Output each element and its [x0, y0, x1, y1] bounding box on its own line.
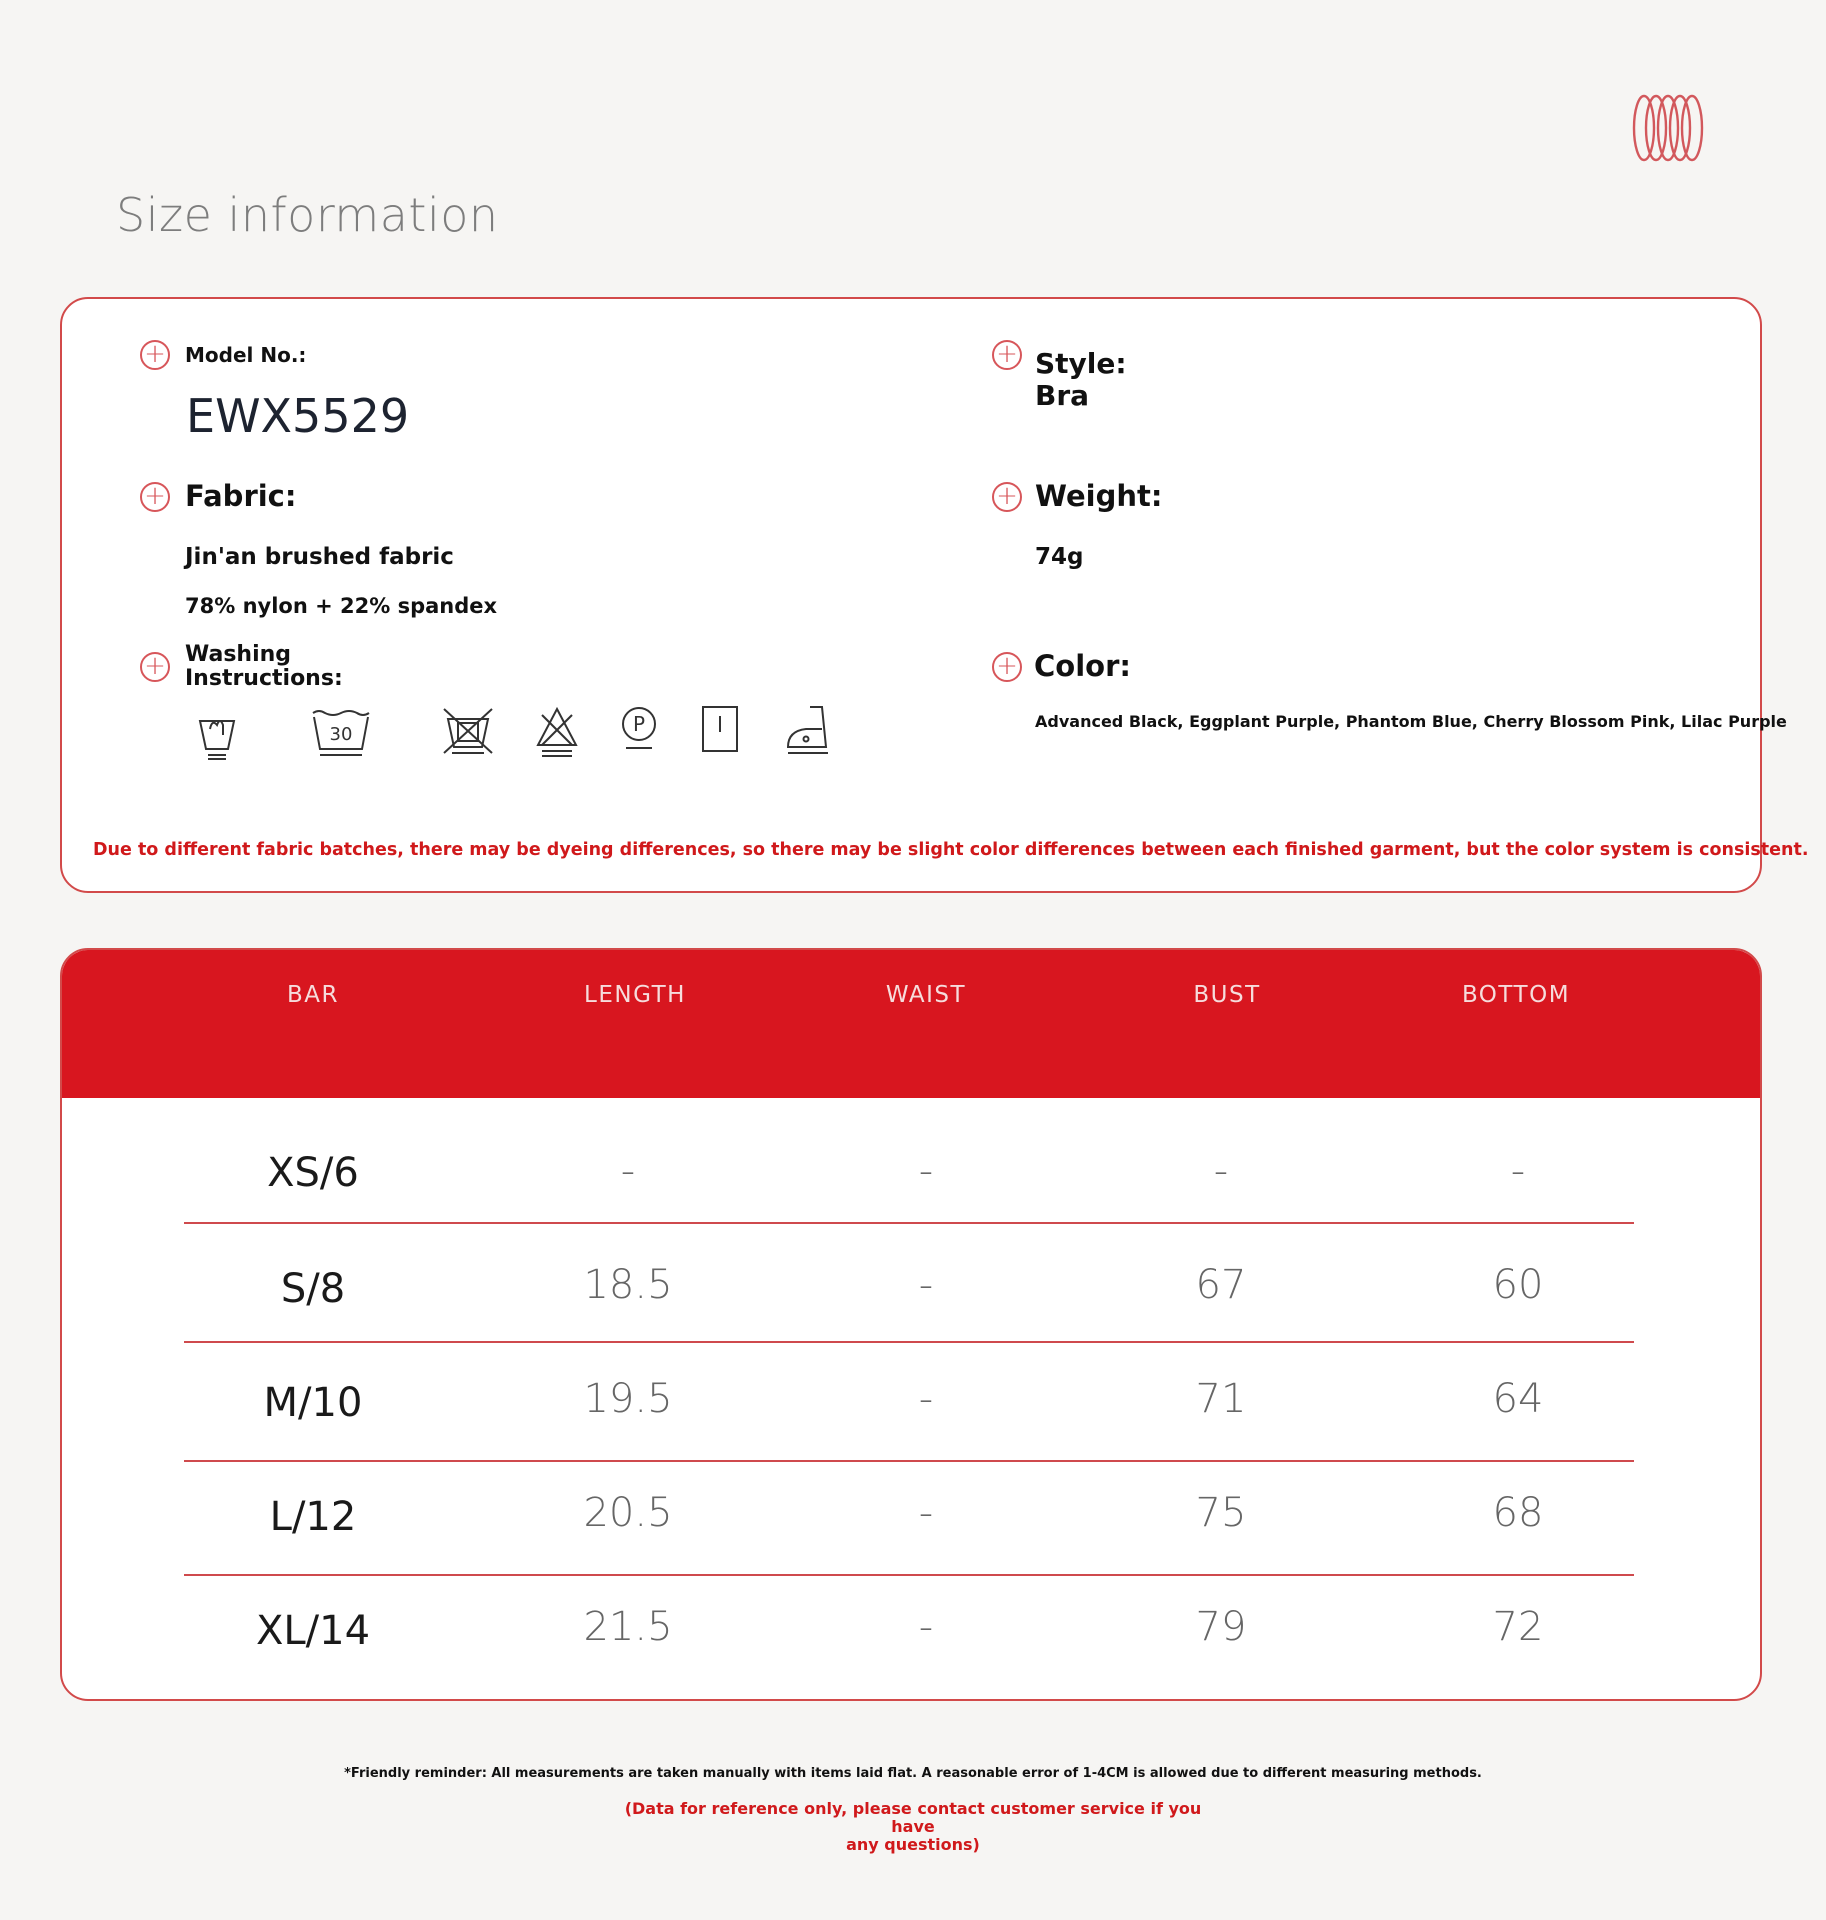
table-cell: 60 [1492, 1262, 1544, 1308]
table-header [62, 950, 1762, 1098]
header-bottom: BOTTOM [1461, 982, 1571, 1008]
product-info-card [60, 297, 1809, 893]
washing-label-line1: Washing [185, 642, 292, 667]
table-cell: - [918, 1376, 934, 1422]
style-value: Bra [1035, 379, 1090, 412]
table-cell: - [918, 1148, 934, 1194]
table-cell: 64 [1492, 1376, 1544, 1422]
row-divider [184, 1460, 1634, 1462]
table-cell: 68 [1492, 1490, 1544, 1536]
model-value: EWX5529 [186, 389, 410, 443]
do-not-bleach-icon [534, 705, 580, 761]
measurement-reminder: *Friendly reminder: All measurements are taken manually with items laid flat. A reasonable error of 1-4CM is allowed due to different measuring methods. [344, 1766, 1482, 1781]
plus-circle-icon: + [140, 340, 170, 370]
table-cell: 72 [1492, 1604, 1544, 1650]
row-size-label: M/10 [263, 1380, 363, 1426]
wash-30-icon [310, 705, 372, 761]
table-cell: 18.5 [583, 1262, 673, 1308]
fabric-composition: 78% nylon + 22% spandex [185, 594, 498, 618]
header-length: LENGTH [584, 982, 686, 1008]
dry-clean-p-icon [616, 704, 662, 760]
table-cell: 21.5 [583, 1604, 673, 1650]
table-cell: - [918, 1604, 934, 1650]
do-not-tumble-dry-icon [438, 703, 498, 759]
table-cell: 79 [1195, 1604, 1247, 1650]
fabric-label: Fabric: [185, 479, 297, 513]
reference-note-line1: (Data for reference only, please contact customer service if you have [624, 1799, 1202, 1836]
size-table [60, 948, 1762, 1701]
table-cell: - [1510, 1148, 1526, 1194]
plus-circle-icon: + [992, 340, 1022, 370]
table-cell: 75 [1195, 1490, 1247, 1536]
row-size-label: XL/14 [255, 1608, 371, 1654]
plus-circle-icon: + [992, 652, 1022, 682]
table-cell: - [620, 1148, 636, 1194]
model-label: Model No.: [185, 343, 307, 367]
brand-logo [1628, 88, 1708, 168]
plus-circle-icon: + [140, 482, 170, 512]
fabric-name: Jin'an brushed fabric [185, 544, 454, 570]
color-value: Advanced Black, Eggplant Purple, Phantom Blue, Cherry Blossom Pink, Lilac Purple [1035, 712, 1787, 731]
row-divider [184, 1341, 1634, 1343]
header-bar: BAR [287, 982, 339, 1008]
style-label: Style: [1035, 347, 1127, 380]
row-divider [184, 1222, 1634, 1224]
weight-value: 74g [1035, 544, 1084, 570]
row-size-label: XS/6 [267, 1150, 359, 1196]
weight-label: Weight: [1035, 479, 1163, 513]
page-title: Size information [116, 188, 499, 242]
line-dry-icon [697, 704, 743, 760]
dry-clean-letter: P [632, 712, 646, 736]
table-cell: 71 [1195, 1376, 1247, 1422]
header-bust: BUST [1193, 982, 1261, 1008]
plus-circle-icon: + [140, 652, 170, 682]
color-label: Color: [1034, 649, 1131, 683]
table-cell: 67 [1195, 1262, 1247, 1308]
table-cell: 20.5 [583, 1490, 673, 1536]
row-divider [184, 1574, 1634, 1576]
plus-circle-icon: + [992, 482, 1022, 512]
reference-note [613, 1800, 1213, 1854]
row-size-label: S/8 [280, 1266, 346, 1312]
table-cell: - [1213, 1148, 1229, 1194]
color-disclaimer: Due to different fabric batches, there may be dyeing differences, so there may be slight color differences between each finished garment, but the color system is consistent. [93, 840, 1809, 860]
reference-note-line2: any questions) [846, 1835, 980, 1854]
wash-temperature: 30 [329, 724, 353, 745]
row-size-label: L/12 [269, 1494, 357, 1540]
table-cell: - [918, 1490, 934, 1536]
table-cell: 19.5 [583, 1376, 673, 1422]
iron-icon [784, 703, 832, 759]
hand-wash-icon [194, 707, 240, 763]
washing-label-line2: Instructions: [185, 666, 343, 691]
table-cell: - [918, 1262, 934, 1308]
header-waist: WAIST [885, 982, 967, 1008]
